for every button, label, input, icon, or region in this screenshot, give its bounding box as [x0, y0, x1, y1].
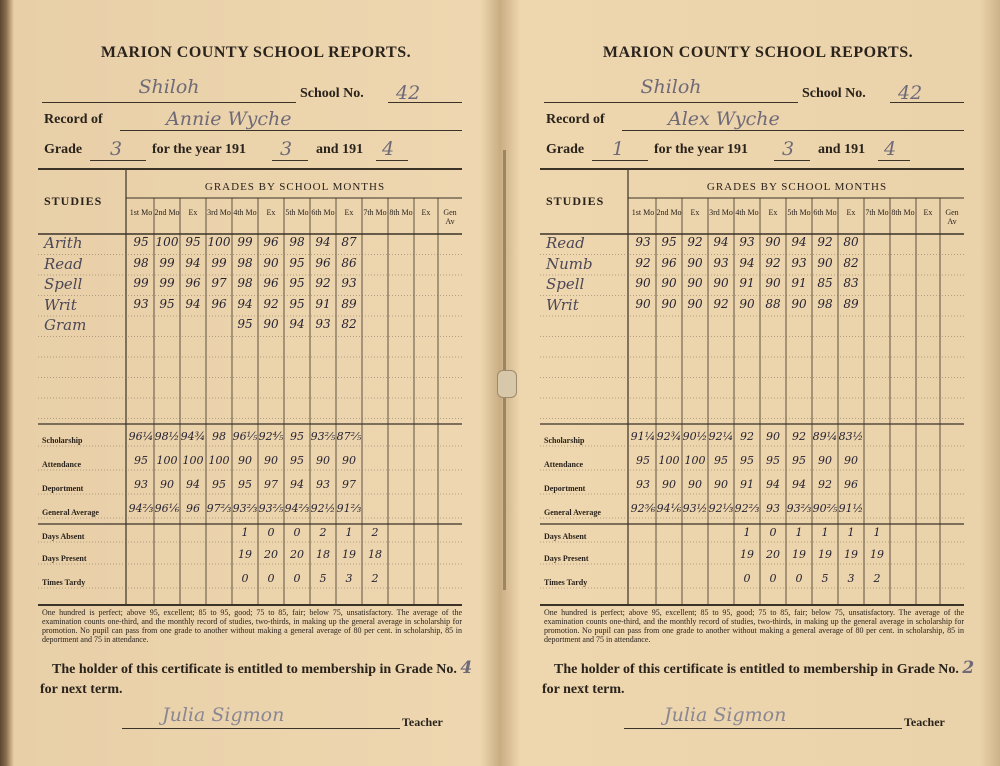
subject-name: Read [546, 234, 585, 252]
grade-cell: 98 [289, 235, 305, 249]
grade-cell: 96 [263, 276, 279, 290]
subject-name: Spell [44, 275, 83, 293]
school-no-label: School No. [802, 86, 866, 101]
column-header: 3rd Mo [709, 208, 733, 217]
column-header: 1st Mo [129, 208, 153, 217]
grade-cell: 94 [185, 255, 201, 270]
summary-cell: 2 [371, 526, 379, 539]
summary-cell: 3 [847, 572, 855, 585]
summary-cell: 83½ [838, 430, 864, 443]
summary-label: Deportment [42, 484, 84, 493]
summary-cell: 0 [267, 572, 275, 585]
column-header: Gen Av [945, 208, 959, 226]
column-header: 5th Mo [787, 208, 811, 217]
grade-cell: 95 [289, 255, 305, 270]
school-no: 42 [898, 82, 923, 104]
grade-cell: 94 [739, 255, 755, 270]
grades-header: GRADES BY SCHOOL MONTHS [204, 181, 386, 193]
grade-value: 3 [110, 138, 123, 160]
column-header: Ex [768, 208, 778, 217]
grade-label: Grade [546, 142, 585, 157]
summary-label: Days Present [544, 554, 589, 563]
next-term: for next term. [40, 682, 123, 697]
grade-cell: 90 [765, 235, 781, 249]
grade-cell: 96 [315, 255, 331, 270]
summary-cell: 0 [795, 572, 803, 585]
year2: 4 [884, 138, 897, 160]
grade-cell: 90 [263, 255, 279, 270]
grade-cell: 97 [211, 276, 227, 290]
grade-cell: 93 [739, 235, 755, 249]
summary-cell: 2 [371, 572, 379, 585]
grade-cell: 90 [263, 317, 279, 331]
summary-cell: 20 [766, 548, 780, 561]
summary-cell: 94 [186, 478, 200, 491]
grade-cell: 93 [133, 296, 149, 311]
and-label: and 191 [818, 142, 866, 157]
record-of-label: Record of [44, 112, 103, 127]
grades-table [540, 168, 964, 606]
year2: 4 [382, 138, 395, 160]
subject-name: Writ [546, 295, 579, 314]
summary-cell: 1 [795, 526, 803, 539]
summary-cell: 94 [766, 478, 780, 491]
summary-cell: 90 [238, 454, 252, 467]
summary-cell: 93 [316, 478, 330, 491]
grade-cell: 94 [791, 235, 807, 249]
grade-cell: 86 [341, 255, 357, 270]
subject-name: Spell [546, 275, 585, 293]
summary-cell: 100 [182, 454, 204, 467]
summary-cell: 93 [134, 478, 148, 491]
summary-cell: 3 [345, 572, 353, 585]
summary-cell: 94⅔ [284, 502, 310, 515]
summary-cell: 92 [818, 478, 832, 491]
next-grade: 4 [460, 658, 473, 678]
next-grade: 2 [962, 658, 975, 678]
grade-cell: 87 [341, 235, 357, 249]
grade-cell: 90 [661, 296, 677, 311]
summary-cell: 2 [319, 526, 327, 539]
column-header: 2nd Mo [154, 208, 180, 217]
summary-cell: 100 [208, 454, 230, 467]
grade-label: Grade [44, 142, 83, 157]
year1: 3 [782, 138, 795, 160]
thread-knot [497, 370, 517, 398]
column-header: Ex [421, 208, 431, 217]
summary-cell: 96¼ [128, 430, 154, 443]
grade-cell: 90 [713, 276, 729, 290]
summary-cell: 94 [792, 478, 806, 491]
grade-cell: 92 [817, 235, 833, 249]
summary-label: Days Present [42, 554, 87, 563]
summary-cell: 19 [818, 548, 832, 561]
summary-cell: 95 [740, 454, 754, 467]
grade-cell: 95 [185, 235, 201, 249]
summary-cell: 91⅔ [336, 502, 362, 515]
grade-cell: 82 [341, 317, 357, 331]
summary-cell: 92⅔ [734, 502, 760, 515]
summary-cell: 95 [212, 478, 226, 491]
left-page [36, 0, 476, 766]
grade-cell: 90 [791, 296, 807, 311]
summary-cell: 0 [267, 526, 275, 539]
grade-cell: 88 [765, 296, 781, 311]
student-name: Alex Wyche [668, 108, 780, 130]
column-header: Ex [690, 208, 700, 217]
grade-cell: 95 [159, 296, 175, 311]
summary-cell: 0 [241, 572, 249, 585]
summary-cell: 90 [662, 478, 676, 491]
summary-cell: 95 [766, 454, 780, 467]
grade-cell: 95 [289, 296, 305, 311]
summary-cell: 19 [342, 548, 356, 561]
summary-cell: 97 [264, 478, 278, 491]
grade-cell: 99 [211, 255, 227, 270]
grade-cell: 99 [133, 276, 149, 290]
subject-name: Numb [546, 254, 593, 273]
summary-cell: 0 [769, 526, 777, 539]
summary-cell: 98 [212, 430, 226, 443]
summary-cell: 95 [290, 454, 304, 467]
teacher-signature: Julia Sigmon [664, 704, 787, 726]
column-header: 8th Mo [389, 208, 413, 217]
grade-cell: 90 [635, 296, 651, 311]
column-header: 8th Mo [891, 208, 915, 217]
summary-label: Attendance [544, 460, 584, 469]
subject-name: Gram [44, 316, 87, 334]
grade-cell: 95 [661, 235, 677, 249]
summary-cell: 20 [290, 548, 304, 561]
column-header: 7th Mo [865, 208, 889, 217]
grade-cell: 92 [765, 255, 781, 270]
student-name: Annie Wyche [166, 108, 292, 130]
column-header: 4th Mo [735, 208, 759, 217]
summary-label: Days Absent [544, 532, 587, 541]
grade-cell: 100 [155, 235, 179, 249]
grade-cell: 91 [791, 276, 807, 290]
grade-cell: 99 [159, 276, 175, 290]
year1: 3 [280, 138, 293, 160]
grade-cell: 90 [661, 276, 677, 290]
summary-cell: 100 [658, 454, 680, 467]
grades-header: GRADES BY SCHOOL MONTHS [706, 181, 888, 193]
grade-cell: 92 [713, 296, 729, 311]
subject-name: Read [44, 254, 83, 273]
grade-cell: 90 [739, 296, 755, 311]
school-name: Shiloh [138, 76, 200, 98]
grades-table [38, 168, 462, 606]
summary-cell: 5 [319, 572, 327, 585]
grade-cell: 93 [791, 255, 807, 270]
summary-cell: 18 [316, 548, 330, 561]
summary-cell: 92 [792, 430, 806, 443]
summary-cell: 91 [740, 478, 754, 491]
next-term: for next term. [542, 682, 625, 697]
grade-cell: 96 [211, 296, 227, 311]
grade-cell: 83 [843, 276, 859, 290]
summary-cell: 92¼ [708, 430, 734, 443]
summary-cell: 1 [345, 526, 353, 539]
grade-cell: 92 [263, 296, 279, 311]
column-header: 4th Mo [233, 208, 257, 217]
summary-cell: 19 [870, 548, 884, 561]
grading-note: One hundred is perfect; above 95, excellent; 85 to 95, good; 75 to 85, fair; below 75, unsatisfactory. The average of the examination counts one-third, and the monthly record of studies, two-thirds, in making up the general average in scholarship for promotion. No pupil can pass from one grade to another without making a general average of 80 per cent. in scholarship, 85 in deportment and 75 in attendance. [544, 608, 964, 644]
subject-name: Writ [44, 295, 77, 314]
summary-cell: 19 [844, 548, 858, 561]
summary-cell: 0 [293, 572, 301, 585]
school-no-label: School No. [300, 86, 364, 101]
school-name: Shiloh [640, 76, 702, 98]
summary-cell: 90 [818, 454, 832, 467]
summary-cell: 90 [160, 478, 174, 491]
summary-cell: 5 [821, 572, 829, 585]
summary-cell: 90⅖ [812, 502, 838, 515]
subject-name: Arith [44, 234, 83, 252]
teacher-label: Teacher [904, 715, 945, 729]
school-no: 42 [396, 82, 421, 104]
summary-cell: 90 [766, 430, 780, 443]
summary-cell: 19 [238, 548, 252, 561]
summary-cell: 95 [290, 430, 304, 443]
summary-cell: 96⅕ [232, 430, 258, 443]
summary-cell: 100 [156, 454, 178, 467]
column-header: 6th Mo [311, 208, 335, 217]
grading-note: One hundred is perfect; above 95, excellent; 85 to 95, good; 75 to 85, fair; below 75, unsatisfactory. The average of the examination counts one-third, and the monthly record of studies, two-thirds, in making up the general average in scholarship for promotion. No pupil can pass from one grade to another without making a general average of 80 per cent. in scholarship, 85 in deportment and 75 in attendance. [42, 608, 462, 644]
summary-cell: 94¾ [180, 430, 206, 443]
summary-cell: 2 [873, 572, 881, 585]
grade-cell: 94 [315, 235, 331, 249]
for-year-label: for the year 191 [152, 142, 246, 157]
column-header: 5th Mo [285, 208, 309, 217]
grade-cell: 93 [635, 235, 651, 249]
summary-cell: 91¼ [630, 430, 656, 443]
summary-cell: 1 [873, 526, 881, 539]
grade-cell: 82 [843, 255, 859, 270]
report-title: MARION COUNTY SCHOOL REPORTS. [100, 44, 412, 61]
summary-label: Attendance [42, 460, 82, 469]
column-header: 7th Mo [363, 208, 387, 217]
summary-label: General Average [42, 508, 99, 517]
summary-label: General Average [544, 508, 601, 517]
studies-header: STUDIES [44, 194, 103, 208]
summary-cell: 96 [844, 478, 858, 491]
grade-cell: 98 [817, 296, 833, 311]
grade-cell: 98 [237, 276, 253, 290]
grade-cell: 94 [713, 235, 729, 249]
column-header: 2nd Mo [656, 208, 682, 217]
grade-cell: 93 [713, 255, 729, 270]
column-header: Ex [188, 208, 198, 217]
summary-label: Scholarship [544, 436, 585, 445]
grade-cell: 90 [687, 296, 703, 311]
grade-cell: 90 [817, 255, 833, 270]
summary-cell: 95 [792, 454, 806, 467]
summary-cell: 0 [743, 572, 751, 585]
column-header: Ex [923, 208, 933, 217]
summary-cell: 90 [714, 478, 728, 491]
summary-cell: 1 [241, 526, 249, 539]
summary-cell: 93⅔ [232, 502, 258, 515]
summary-cell: 98½ [154, 430, 180, 443]
summary-cell: 90 [342, 454, 356, 467]
studies-header: STUDIES [546, 194, 605, 208]
summary-label: Times Tardy [42, 578, 86, 587]
teacher-signature-line [122, 704, 400, 729]
grade-cell: 92 [315, 276, 331, 290]
summary-cell: 92 [740, 430, 754, 443]
summary-cell: 90 [844, 454, 858, 467]
column-header: Ex [266, 208, 276, 217]
summary-label: Scholarship [42, 436, 83, 445]
summary-cell: 94⅔ [128, 502, 154, 515]
grade-cell: 90 [687, 255, 703, 270]
grade-cell: 99 [159, 255, 175, 270]
column-header: Ex [344, 208, 354, 217]
summary-cell: 95 [134, 454, 148, 467]
summary-cell: 97 [342, 478, 356, 491]
column-header: 1st Mo [631, 208, 655, 217]
grade-cell: 90 [765, 276, 781, 290]
record-of-label: Record of [546, 112, 605, 127]
summary-cell: 95 [636, 454, 650, 467]
right-page [538, 0, 978, 766]
holder-text [52, 658, 472, 678]
summary-cell: 93½ [682, 502, 708, 515]
grade-cell: 95 [133, 235, 149, 249]
summary-cell: 96⅙ [154, 502, 180, 515]
grade-cell: 89 [843, 296, 859, 311]
column-header: Ex [846, 208, 856, 217]
grade-cell: 92 [687, 235, 703, 249]
summary-cell: 19 [792, 548, 806, 561]
column-header: 3rd Mo [207, 208, 231, 217]
grade-cell: 94 [289, 317, 305, 331]
summary-cell: 1 [821, 526, 829, 539]
grade-cell: 96 [263, 235, 279, 249]
report-title: MARION COUNTY SCHOOL REPORTS. [602, 44, 914, 61]
summary-cell: 18 [368, 548, 382, 561]
summary-cell: 0 [293, 526, 301, 539]
summary-cell: 94⅙ [656, 502, 682, 515]
and-label: and 191 [316, 142, 364, 157]
summary-cell: 95 [714, 454, 728, 467]
summary-cell: 93⅖ [310, 430, 336, 443]
summary-cell: 87⅖ [336, 430, 362, 443]
summary-label: Times Tardy [544, 578, 588, 587]
summary-cell: 93⅖ [258, 502, 284, 515]
summary-cell: 89¼ [812, 430, 838, 443]
summary-cell: 93⅔ [786, 502, 812, 515]
summary-cell: 19 [740, 548, 754, 561]
grade-cell: 91 [315, 296, 331, 311]
summary-cell: 1 [847, 526, 855, 539]
summary-cell: 92⅚ [630, 502, 656, 515]
summary-cell: 90½ [682, 430, 708, 443]
grade-cell: 80 [843, 235, 859, 249]
grade-cell: 92 [635, 255, 651, 270]
grade-cell: 91 [739, 276, 755, 290]
summary-cell: 91½ [838, 502, 864, 515]
column-header: 6th Mo [813, 208, 837, 217]
summary-label: Deportment [544, 484, 586, 493]
grade-cell: 95 [289, 276, 305, 290]
holder-sentence: The holder of this certificate is entitled to membership in Grade No. [554, 662, 959, 677]
summary-cell: 97⅔ [206, 502, 232, 515]
grade-cell: 100 [207, 235, 231, 249]
grade-cell: 96 [661, 255, 677, 270]
grade-cell: 89 [341, 296, 357, 311]
grade-cell: 85 [817, 276, 833, 290]
holder-sentence: The holder of this certificate is entitled to membership in Grade No. [52, 662, 457, 677]
grade-cell: 90 [635, 276, 651, 290]
summary-cell: 93 [766, 502, 780, 515]
teacher-signature-line [624, 704, 902, 729]
summary-cell: 100 [684, 454, 706, 467]
grade-cell: 93 [341, 276, 357, 290]
summary-cell: 93 [636, 478, 650, 491]
summary-cell: 92⅓ [708, 502, 734, 515]
grade-value: 1 [612, 138, 625, 160]
summary-cell: 92½ [310, 502, 336, 515]
summary-cell: 95 [238, 478, 252, 491]
summary-label: Days Absent [42, 532, 85, 541]
summary-cell: 92¾ [656, 430, 682, 443]
summary-cell: 20 [264, 548, 278, 561]
grade-cell: 98 [133, 255, 149, 270]
summary-cell: 90 [316, 454, 330, 467]
summary-cell: 90 [264, 454, 278, 467]
grade-cell: 96 [185, 276, 201, 290]
grade-cell: 90 [687, 276, 703, 290]
holder-text [554, 658, 974, 678]
for-year-label: for the year 191 [654, 142, 748, 157]
grade-cell: 98 [237, 255, 253, 270]
summary-cell: 1 [743, 526, 751, 539]
summary-cell: 0 [769, 572, 777, 585]
summary-cell: 94 [290, 478, 304, 491]
summary-cell: 96 [186, 502, 200, 515]
grade-cell: 94 [185, 296, 201, 311]
grade-cell: 94 [237, 296, 253, 311]
column-header: Gen Av [443, 208, 457, 226]
teacher-signature: Julia Sigmon [162, 704, 285, 726]
grade-cell: 95 [237, 317, 253, 331]
summary-cell: 90 [688, 478, 702, 491]
summary-cell: 92⅘ [258, 430, 284, 443]
teacher-label: Teacher [402, 715, 443, 729]
grade-cell: 93 [315, 317, 331, 331]
grade-cell: 99 [237, 235, 253, 249]
